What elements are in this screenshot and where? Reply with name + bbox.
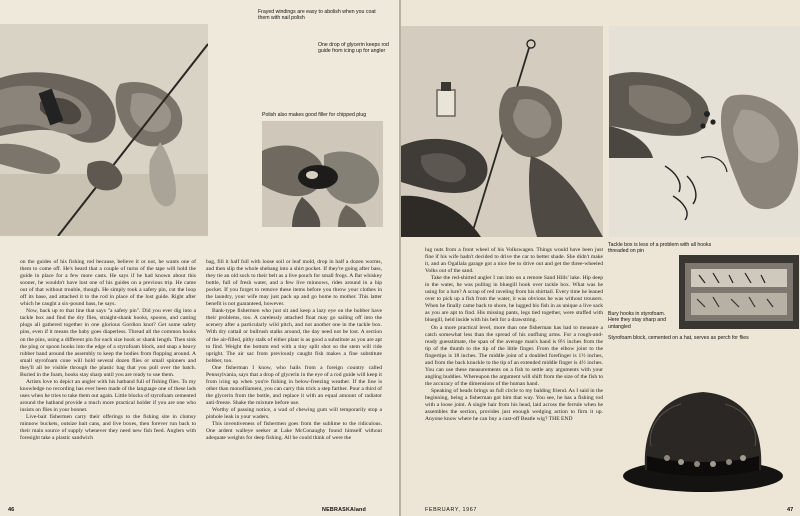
photo-glycerin-rod-guide — [401, 26, 603, 237]
paragraph: Artists love to depict an angler with his hatband full of fishing flies. To my knowledge no recording has ever been made of the language one of these lads uses when he tries to take them out again. Little blocks of styrofoam cemented around the hatband provide a much more practical holder if you are one who insists on flies in your bonnet. — [20, 378, 196, 413]
paragraph: Now, back up to that line that says "a safety pin". Did you ever dig into a tackle box and find the dry flies, straight-shank hooks, spoons, and casting plugs all gathered together in one glorious Gordion knot? Get some safety pins, even if it means the baby goes diaperless. Thread all the common hooks on the pins, using a different pin for each size hook or shank length. Then sink the plug or spoon hooks into the edge of a styrofoam block, and snap a heavy rubber band around the assembly to keep the bodies from flopping around. A small styrofoam cone will hold several dozen flies or small spinners and they'll all be visible through the plastic bag that you pull over the batch. Buried in the foam, hooks stay sharp until you are ready to use them. — [20, 308, 196, 378]
issue-date: FEBRUARY, 1967 — [425, 507, 477, 513]
paragraph: One fisherman I know, who hails from a foreign country called Pennsylvania, says that a drop of glycerin in the eye of a rod guide will keep it from icing up when you're fishing in below-freezing weather. If the line is other than monofilament, you can carry this trick a step farther. Pour a third of the glycerin from the bottle, and replace it with an equal amount of radiator anti-freeze. Shake the mixture before use. — [206, 364, 382, 406]
photo-hands-taping-rod — [0, 24, 208, 236]
photo-styrofoam-box — [679, 255, 799, 329]
paragraph: Live-bait fishermen carry their offerings to the fishing site in clumsy minnow buckets, outsize bait cans, and live boxes, then forever run back to their main source of supply whenever they need new fish feed. Anglers with foresight take a plastic sandwich — [20, 414, 196, 442]
caption-frayed-windings: Frayed windings are easy to abolish when you coat them with nail polish — [258, 9, 376, 22]
text-column-2 — [206, 259, 382, 442]
paragraph: On a more practical level, more than one fisherman has had to measure a catch somewhat less than the spread of his outflung arms. For a rough-and-ready guesstimate, the span of the average man's hand is 8½ inches from the tip of the thumb to the tip of the little finger. From the elbow joint to the fingertips is 18 inches. The middle joint of a doubled forefinger is 1½ inches, and from the back knuckle to the tip of an extended middle finger is 4½ inches. You can use these measurements on a fish to settle any arguments with your angling buddies. Whereupon the argument will shift from the size of the fish to the accuracy of the dimensions of the human hand. — [425, 324, 603, 387]
magazine-name: NEBRASKAland — [322, 507, 367, 513]
photo-hooks-on-pin — [609, 26, 800, 237]
photo-hat-with-flies — [607, 360, 799, 500]
page-number-left: 46 — [8, 507, 15, 513]
page-number-right: 47 — [787, 507, 794, 513]
paragraph: Bank-type fishermen who just sit and keep a lazy eye on the bobber have their problems, too. A carelessly attached float may go sailing off into the scenery after a particularly wild pitch, and not another one in the tackle box. With dry cattail or bullrush stalks around, the day need not be lost. A section of the air-filled, pithy stalk of either plant is as good a substitute as you are apt to find. Weight the bottom end with a tiny split shot so the stem will ride upright. The air sac from previously caught fish makes a fine substitute bobber, too. — [206, 308, 382, 364]
text-column-3 — [425, 247, 603, 423]
caption-styrofoam-hat: Styrofoam block, cemented on a hat, serves as perch for flies — [608, 335, 749, 341]
paragraph: Worthy of passing notice, a wad of chewing gum will temporarily stop a pinhole leak in your waders. — [206, 406, 382, 421]
caption-bury-hooks: Bury hooks in styrofoam. Here they stay sharp and untangled — [608, 311, 666, 330]
text-column-1 — [20, 259, 196, 442]
right-page — [401, 0, 800, 516]
paragraph: Take the red-shirted angler I ran into on a remote Sand Hills' lake. Hip deep in the water, he was pulling in bluegill hook over tackle box. What was he using for a lure? A scrap of red raveling from his shirttail. Every time he leaned over to pick up a fish from the water, it was obvious he was without trousers. When he finally came back to shore, he lugged his fish in as unique a live sack as you are apt to find. His missing pants, legs tied together, were stuffed with bluegill, held inside with his belt for a drawstring. — [425, 275, 603, 324]
caption-polish-plug: Polish also makes good filler for chipped plug — [262, 112, 367, 118]
paragraph: Speaking of heads brings us full circle to my balding friend. As I said in the beginning, being a fisherman got him that way. You see, he has a fishing rod with a loose joint. A single hair from his head, laid across the ferrule when he assembles the section, provides just enough wedging action to firm it up. Anyone know where he can buy a cast-off Beatle wig? THE END — [425, 387, 603, 423]
caption-glycerin: One drop of glycerin keeps rod guide from icing up for angler — [318, 42, 389, 55]
photo-polishing-plug — [262, 121, 383, 227]
paragraph: bag, fill it half full with loose soil or leaf mold, drop in half a dozen worms, and then slip the whole shebang into a shirt pocket. If they're going after bass, they tie an old sock to their belt as a live pouch for small frogs. A flat whiskey bottle, full of fresh water, and a few live minnows, rides around in a hip pocket. If you forget to remove these items before you throw your clothes in the laundry, your wife may just pack up and go home to mother. This latter benefit is not guaranteed, however. — [206, 259, 382, 308]
paragraph: on the guides of his fishing rod because, believe it or not, he wants one of them to come off. He's heard that a couple of turns of the tape will hold the guide in place for a few more casts. He says if he had known about this sooner, he wouldn't have lost one of his guides on a previous trip. He came out of that without trouble, though. He simply took a safety pin, cut the loop off its base, and attached it to the rod in place of the lost guide. Right after which he caught a six-pound bass, he says. — [20, 259, 196, 308]
paragraph: lug nuts from a front wheel of his Volkswagen. Things would have been just fine if his wife hadn't decided to drive the car to better shade. She didn't make it, and an Ogallala garage got a nice fee to drive out and get the three-wheeled Volks out of the sand. — [425, 247, 603, 275]
paragraph: This inventiveness of fishermen goes from the sublime to the ridiculous. One ardent walleye seeker at Lake McConaughy found himself without adequate weights for deep fishing. All he could think of were the — [206, 421, 382, 442]
caption-tackle-box: Tackle box is less of a problem with all hooks threaded on pin — [608, 242, 712, 255]
left-page — [0, 0, 399, 516]
